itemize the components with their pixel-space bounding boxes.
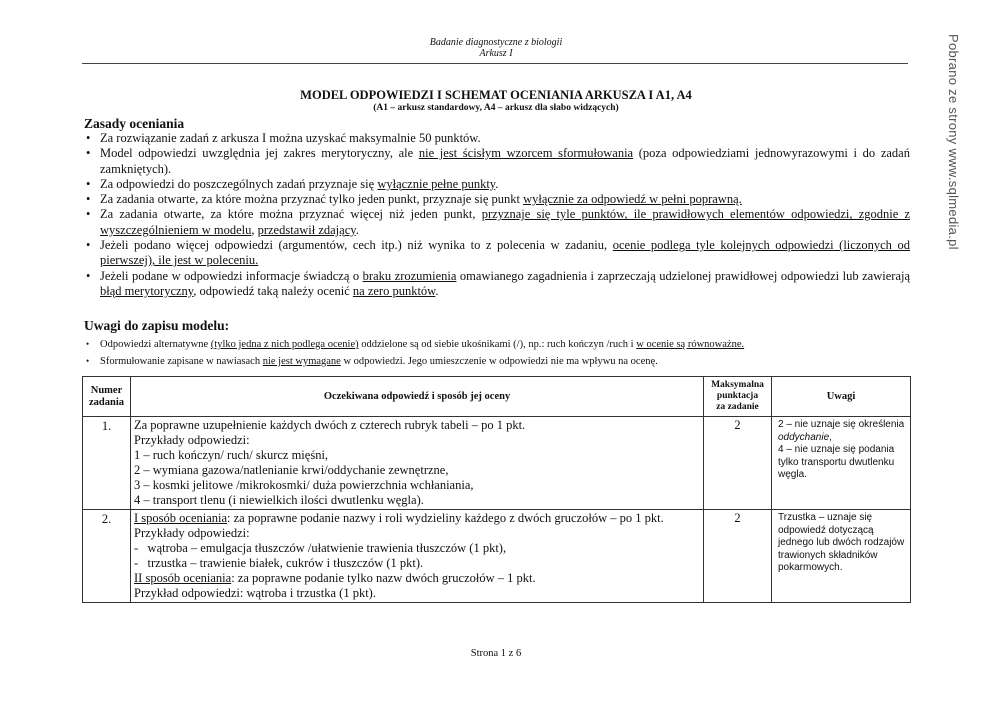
table-header-row xyxy=(83,377,911,417)
task-number: 2. xyxy=(83,510,131,603)
note-item: • Sformułowanie zapisane w nawiasach nie jest wymagane w odpowiedzi. Jego umieszczenie w odpowiedzi nie ma wpływu na ocenę. xyxy=(84,353,910,370)
table-row xyxy=(83,510,911,603)
task-number: 1. xyxy=(83,417,131,510)
table-row xyxy=(83,417,911,510)
rules-heading: Zasady oceniania xyxy=(84,116,185,131)
task-answer: I sposób oceniania: za poprawne podanie nazwy i roli wydzieliny każdego z dwóch gruczołów – po 1 pkt. Przykłady odpowiedzi: - wątroba – emulgacja tłuszczów /ułatwienie trawienia tłuszczów (1 pkt), - trzustka – trawienie białek, cukrów i tłuszczów (1 pkt). II sposób oceniania: za poprawne podanie tylko nazw dwóch gruczołów – 1 pkt. Przykład odpowiedzi: wątroba i trzustka (1 pkt). xyxy=(131,510,704,603)
rule-item: • Za odpowiedzi do poszczególnych zadań przyznaje się wyłącznie pełne punkty. xyxy=(84,177,910,192)
task-points: 2 xyxy=(704,510,772,603)
source-watermark: Pobrano ze strony www.sqlmedia.pl xyxy=(946,34,961,250)
header-answer: Oczekiwana odpowiedź i sposób jej oceny xyxy=(131,377,704,417)
header-number: Numer zadania xyxy=(83,377,131,417)
page-title: MODEL ODPOWIEDZI I SCHEMAT OCENIANIA ARKUSZA I A1, A4 xyxy=(300,88,692,102)
rule-item: • Model odpowiedzi uwzględnia jej zakres merytoryczny, ale nie jest ścisłym wzorcem sformułowania (poza odpowiedziami jednowyrazowymi i do zadań zamkniętych). xyxy=(84,146,910,177)
note-item: • Odpowiedzi alternatywne (tylko jedna z nich podlega ocenie) oddzielone są od siebie ukośnikami (/), np.: ruch kończyn /ruch i w ocenie są równoważne. xyxy=(84,336,910,353)
header-remarks: Uwagi xyxy=(772,377,911,417)
task-answer: Za poprawne uzupełnienie każdych dwóch z czterech rubryk tabeli – po 1 pkt. Przykłady odpowiedzi: 1 – ruch kończyn/ ruch/ skurcz mięśni, 2 – wymiana gazowa/natlenianie krwi/oddychanie zewnętrzne, 3 – kosmki jelitowe /mikrokosmki/ duża powierzchnia wchłaniania, 4 – transport tlenu (i niewielkich ilości dwutlenku węgla). xyxy=(131,417,704,510)
page-number: Strona 1 z 6 xyxy=(470,648,522,659)
rule-item: • Jeżeli podano więcej odpowiedzi (argumentów, cech itp.) niż wynika to z polecenia w zadaniu, ocenie podlega tyle kolejnych odpowiedzi (liczonych od pierwszej), ile jest w poleceniu. xyxy=(84,238,910,269)
task-remarks: 2 – nie uznaje się określenia oddychanie, 4 – nie uznaje się podania tylko transportu dwutlenku węgla. xyxy=(772,417,911,510)
header-subject: Badanie diagnostyczne z biologii xyxy=(429,37,563,48)
rule-item: • Za rozwiązanie zadań z arkusza I można uzyskać maksymalnie 50 punktów. xyxy=(84,131,910,146)
rules-list xyxy=(84,131,910,299)
header-max-points: Maksymalna punktacja za zadanie xyxy=(704,377,772,417)
rule-item: • Za zadania otwarte, za które można przyznać więcej niż jeden punkt, przyznaje się tyle punktów, ile prawidłowych elementów odpowiedzi, zgodnie z wyszczególnieniem w modelu, przedstawił zdający. xyxy=(84,207,910,238)
notes-list xyxy=(84,336,910,370)
notes-heading: Uwagi do zapisu modelu: xyxy=(84,318,230,333)
rule-item: • Jeżeli podane w odpowiedzi informacje świadczą o braku zrozumienia omawianego zagadnienia i zaprzeczają udzielonej prawidłowej odpowiedzi lub zawierają błąd merytoryczny, odpowiedź taką należy ocenić na zero punktów. xyxy=(84,269,910,300)
task-remarks: Trzustka – uznaje się odpowiedź dotyczącą jednego lub dwóch rodzajów trawionych składników pokarmowych. xyxy=(772,510,911,603)
rule-item: • Za zadania otwarte, za które można przyznać tylko jeden punkt, przyznaje się punkt wyłącznie za odpowiedź w pełni poprawną. xyxy=(84,192,910,207)
header-sheet: Arkusz I xyxy=(479,48,513,59)
header-divider xyxy=(82,63,908,64)
grading-table xyxy=(82,376,911,603)
task-points: 2 xyxy=(704,417,772,510)
page-subtitle: (A1 – arkusz standardowy, A4 – arkusz dla słabo widzących) xyxy=(373,103,619,113)
